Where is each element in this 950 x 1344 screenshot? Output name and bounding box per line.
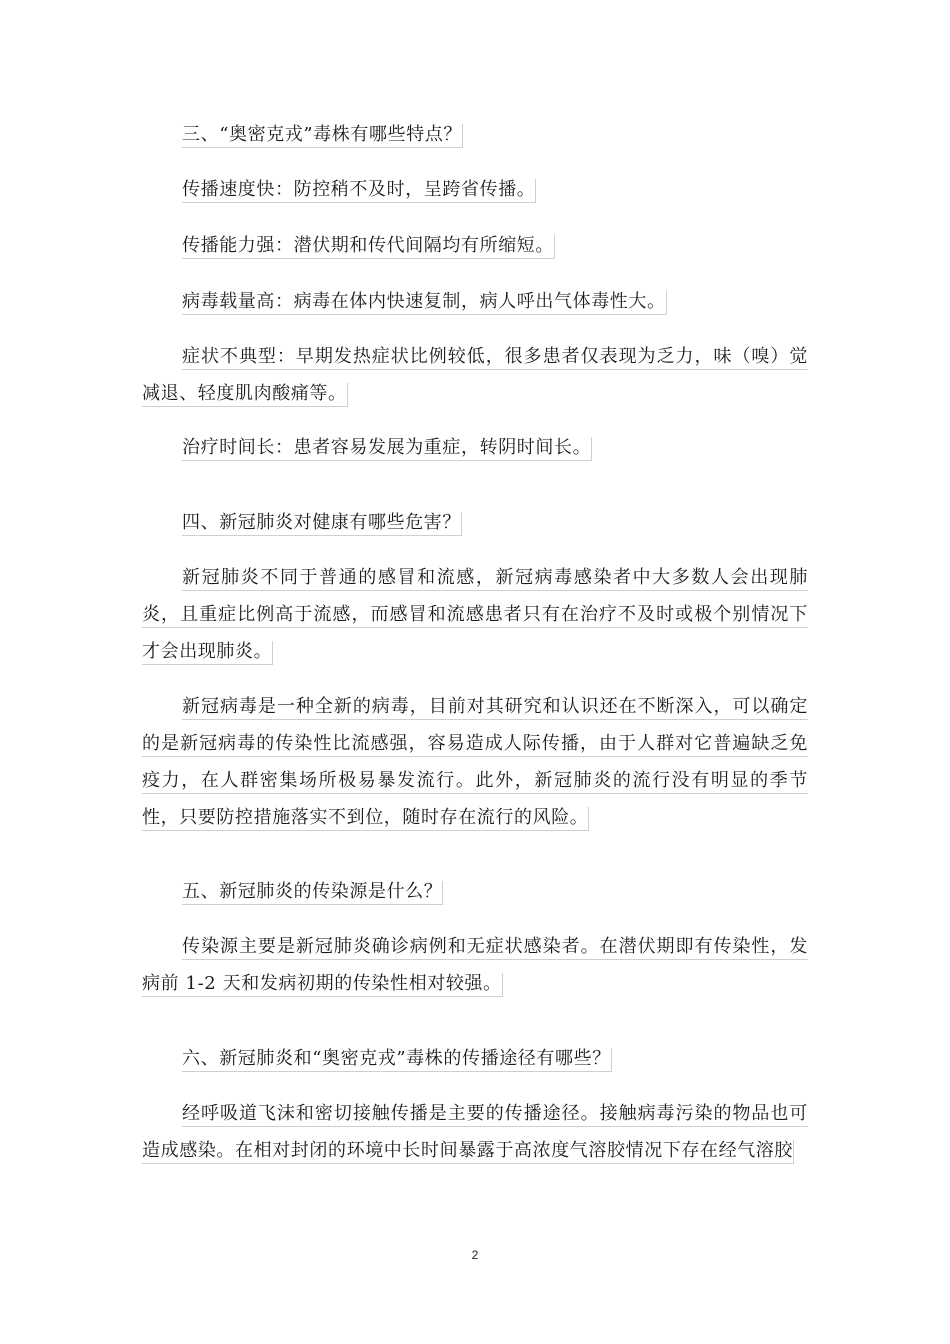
paragraph-spread-ability: 传播能力强：潜伏期和传代间隔均有所缩短。 (142, 227, 808, 264)
paragraph-atypical-symptoms: 症状不典型：早期发热症状比例较低，很多患者仅表现为乏力，味（嗅）觉减退、轻度肌肉酸痛等。 (142, 338, 808, 412)
section-heading-infection-source: 五、新冠肺炎的传染源是什么？ (142, 873, 808, 910)
section-heading-health-hazards: 四、新冠肺炎对健康有哪些危害？ (142, 504, 808, 541)
paragraph-viral-load: 病毒载量高：病毒在体内快速复制，病人呼出气体毒性大。 (142, 283, 808, 320)
paragraph-transmission-routes: 经呼吸道飞沫和密切接触传播是主要的传播途径。接触病毒污染的物品也可造成感染。在相对封闭的环境中长时间暴露于高浓度气溶胶情况下存在经气溶胶 (142, 1095, 808, 1169)
paragraph-pneumonia-difference: 新冠肺炎不同于普通的感冒和流感，新冠病毒感染者中大多数人会出现肺炎，且重症比例高于流感，而感冒和流感患者只有在治疗不及时或极个别情况下才会出现肺炎。 (142, 559, 808, 670)
section-heading-transmission-routes: 六、新冠肺炎和“奥密克戎”毒株的传播途径有哪些？ (142, 1040, 808, 1077)
paragraph-infection-source: 传染源主要是新冠肺炎确诊病例和无症状感染者。在潜伏期即有传染性，发病前 1-2 天和发病初期的传染性相对较强。 (142, 928, 808, 1002)
paragraph-spread-speed: 传播速度快：防控稍不及时，呈跨省传播。 (142, 171, 808, 208)
section-heading-omicron-features: 三、“奥密克戎”毒株有哪些特点？ (142, 116, 808, 153)
paragraph-treatment-time: 治疗时间长：患者容易发展为重症，转阴时间长。 (142, 429, 808, 466)
page-number: 2 (471, 1248, 479, 1262)
paragraph-new-virus: 新冠病毒是一种全新的病毒，目前对其研究和认识还在不断深入，可以确定的是新冠病毒的传染性比流感强，容易造成人际传播，由于人群对它普遍缺乏免疫力，在人群密集场所极易暴发流行。此外，新冠肺炎的流行没有明显的季节性，只要防控措施落实不到位，随时存在流行的风险。 (142, 688, 808, 836)
